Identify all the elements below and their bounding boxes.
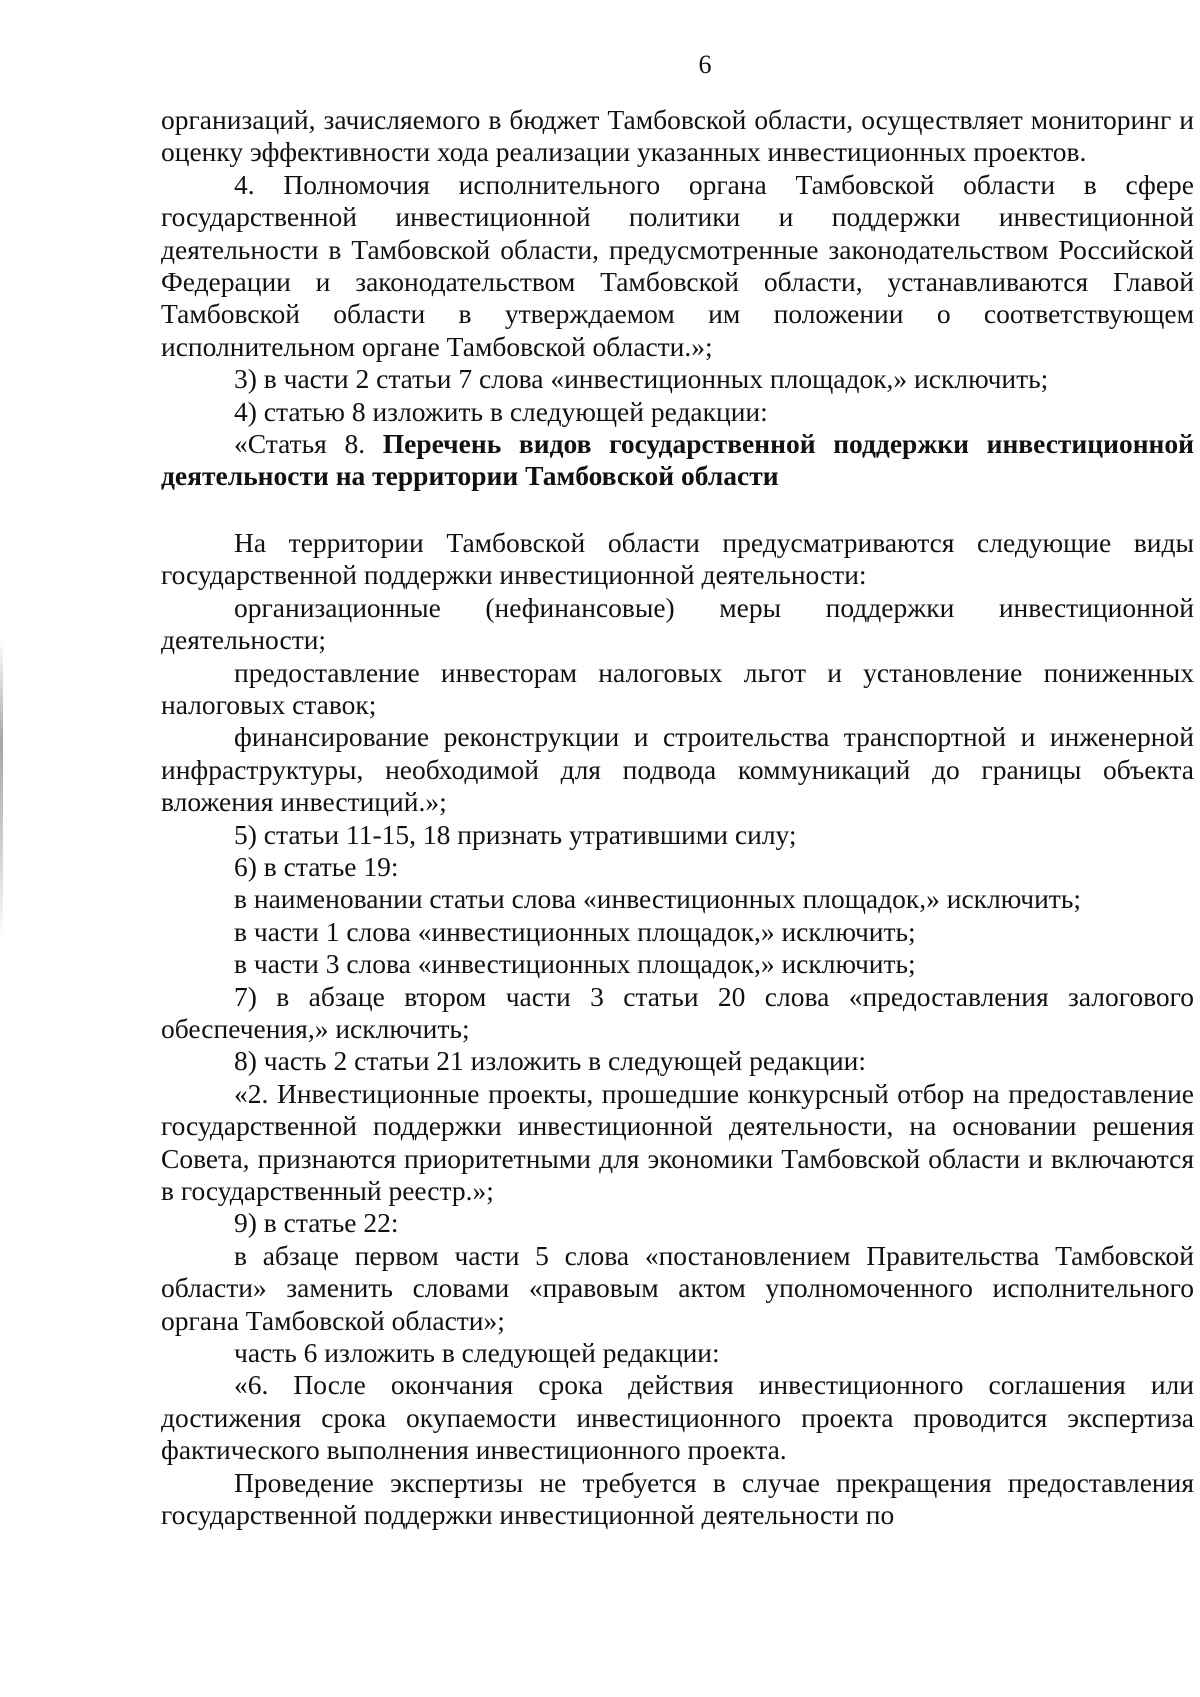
paragraph: Проведение экспертизы не требуется в случае прекращения предоставления государственной поддержки инвестиционной деятельности по: [161, 1466, 1194, 1531]
paragraph: финансирование реконструкции и строительства транспортной и инженерной инфраструктуры, необходимой для подвода коммуникаций до границы объекта вложения инвестиций.»;: [161, 721, 1194, 818]
article-heading-prefix: «Статья 8.: [234, 428, 366, 460]
paragraph: 7) в абзаце втором части 3 статьи 20 слова «предоставления залогового обеспечения,» исключить;: [161, 980, 1194, 1044]
paragraph: в абзаце первом части 5 слова «постановлением Правительства Тамбовской области» заменить словами «правовым актом уполномоченного исполнительного органа Тамбовской области»;: [161, 1239, 1194, 1336]
spacer: [161, 493, 1194, 527]
paragraph: «2. Инвестиционные проекты, прошедшие конкурсный отбор на предоставление государственной поддержки инвестиционной деятельности, на основании решения Совета, признаются приоритетными для экономики Тамбовской области и включаются в государственный реестр.»;: [161, 1077, 1194, 1206]
paragraph: в части 3 слова «инвестиционных площадок,» исключить;: [234, 948, 916, 980]
paragraph: На территории Тамбовской области предусматриваются следующие виды государственной поддержки инвестиционной деятельности:: [161, 526, 1194, 591]
paragraph: «6. После окончания срока действия инвестиционного соглашения или достижения срока окупаемости инвестиционного проекта проводится экспертиза фактического выполнения инвестиционного проекта.: [161, 1369, 1194, 1466]
paragraph: 9) в статье 22:: [234, 1207, 399, 1239]
paragraph: организаций, зачисляемого в бюджет Тамбовской области, осуществляет мониторинг и оценку эффективности хода реализации указанных инвестиционных проектов.: [161, 104, 1194, 168]
article-heading: [161, 428, 1194, 493]
paragraph: предоставление инвесторам налоговых льгот и установление пониженных налоговых ставок;: [161, 656, 1194, 720]
paragraph: в наименовании статьи слова «инвестиционных площадок,» исключить;: [234, 883, 1081, 915]
paragraph: 5) статьи 11-15, 18 признать утратившими силу;: [234, 818, 797, 850]
page-number: 6: [698, 50, 712, 79]
paragraph: часть 6 изложить в следующей редакции:: [234, 1337, 720, 1369]
paragraph: 3) в части 2 статьи 7 слова «инвестиционных площадок,» исключить;: [234, 363, 1049, 395]
paragraph: 4. Полномочия исполнительного органа Тамбовской области в сфере государственной инвестиционной политики и поддержки инвестиционной деятельности в Тамбовской области, предусмотренные законодательством Российской Федерации и законодательством Тамбовской области, устанавливаются Главой Тамбовской области в утверждаемом им положении о соответствующем исполнительном органе Тамбовской области.»;: [161, 168, 1194, 362]
article-heading-title: Перечень видов государственной поддержки инвестиционной деятельности на территории Тамбовской области: [161, 428, 1194, 492]
paragraph: 8) часть 2 статьи 21 изложить в следующей редакции:: [234, 1045, 867, 1077]
paragraph: 4) статью 8 изложить в следующей редакции:: [234, 395, 768, 427]
document-body: [161, 104, 1194, 1531]
scan-edge-shadow: [0, 640, 3, 940]
paragraph: в части 1 слова «инвестиционных площадок,» исключить;: [234, 915, 916, 947]
paragraph: 6) в статье 19:: [234, 850, 399, 882]
paragraph: организационные (нефинансовые) меры поддержки инвестиционной деятельности;: [161, 591, 1194, 656]
